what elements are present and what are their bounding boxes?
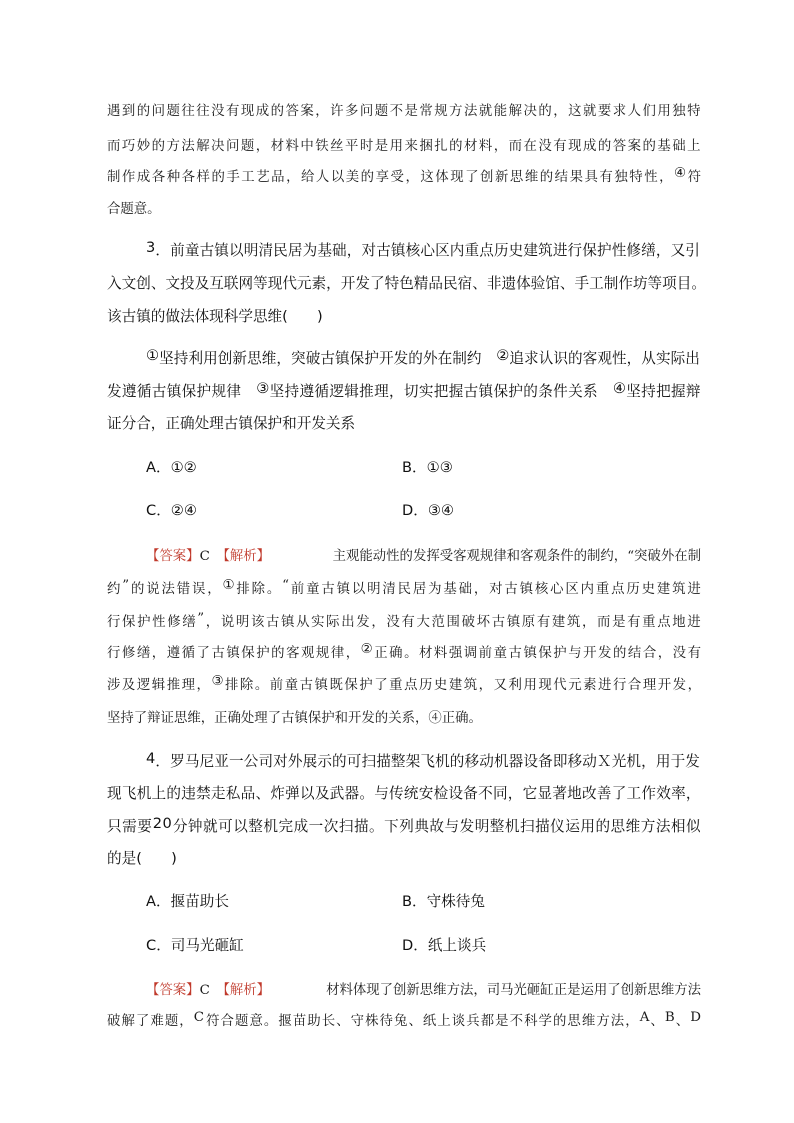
analysis-text: 材料体现了创新思维方法，司马光砸缸正是运用了创新思维方法 [326,983,701,998]
option-b: B．①③ [402,459,453,476]
analysis-tag: 【解析】 [223,983,271,998]
question-stem-line: 该古镇的做法体现科学思维( ) [107,308,323,325]
answer-line [146,545,701,564]
analysis-line: 约 ” 的 说 法 错 误 ， ① 排 除 。 “ 前 童 古 镇 以 明 清 民 居 为 基 础 ， 对 古 镇 核 心 区 内 重 点 历 史 建 筑 进 [107,578,701,597]
statement-line: ① 坚 持 利 用 创 新 思 维 ， 突 破 古 镇 保 护 开 发 的 外 在 制 约 ② 追 求 认 识 的 客 观 性 ， 从 实 际 出 [146,347,700,367]
option-c: C．②④ [146,502,197,519]
analysis-line: 坚持了辩证思维，正确处理了古镇保护和开发的关系，④正确。 [107,711,482,726]
analysis-line: 行 保 护 性 修 缮 ” ， 说 明 该 古 镇 从 实 际 出 发 ， 没 有 大 范 围 破 坏 古 镇 原 有 建 筑 ， 而 是 有 重 点 地 进 [107,611,701,630]
analysis-line: 而 巧 妙 的 方 法 解 决 问 题 ， 材 料 中 铁 丝 平 时 是 用 来 捆 扎 的 材 料 ， 而 在 没 有 现 成 的 答 案 的 基 础 上 [107,139,701,154]
analysis-line: 涉 及 逻 辑 推 理 ， ③ 排 除 。 前 童 古 镇 既 保 护 了 重 点 历 史 建 筑 ， 又 利 用 现 代 元 素 进 行 合 理 开 发 ， [107,674,701,693]
question-stem-line: 4 ． 罗 马 尼 亚 一 公 司 对 外 展 示 的 可 扫 描 整 架 飞 机 的 移 动 机 器 设 备 即 移 动 Ｘ 光 机 ， 用 于 发 [146,750,700,770]
question-stem-line: 3 ． 前 童 古 镇 以 明 清 民 居 为 基 础 ， 对 古 镇 核 心 区 内 重 点 历 史 建 筑 进 行 保 护 性 修 缮 ， 又 引 [146,239,700,259]
option-d: D．③④ [402,502,454,519]
answer-value: C [199,983,210,998]
option-a: A．①② [146,459,197,476]
question-stem-line: 只 需 要 2 0 分 钟 就 可 以 整 机 完 成 一 次 扫 描 。 下 列 典 故 与 发 明 整 机 扫 描 仪 运 用 的 思 维 方 法 相 似 [107,815,701,835]
answer-line [146,979,701,998]
option-b: B．守株待兔 [402,893,485,910]
analysis-text: 主观能动性的发挥受客观规律和客观条件的制约，“突破外在制 [332,549,701,564]
answer-tag: 【答案】 [146,549,200,564]
option-d: D．纸上谈兵 [402,937,487,954]
answer-value: C [199,549,210,564]
answer-tag: 【答案】 [146,983,200,998]
analysis-line: 合题意。 [107,202,161,217]
analysis-line: 遇 到 的 问 题 往 往 没 有 现 成 的 答 案 ， 许 多 问 题 不 是 常 规 方 法 就 能 解 决 的 ， 这 就 要 求 人 们 用 独 特 [107,104,701,119]
analysis-line: 行 修 缮 ， 遵 循 了 古 镇 保 护 的 客 观 规 律 ， ② 正 确 。 材 料 强 调 前 童 古 镇 保 护 与 开 发 的 结 合 ， 没 有 [107,642,701,661]
option-a: A．揠苗助长 [146,893,229,910]
analysis-line: 制 作 成 各 种 各 样 的 手 工 艺 品 ， 给 人 以 美 的 享 受 ， 这 体 现 了 创 新 思 维 的 结 果 具 有 独 特 性 ， ④ 符 [107,166,701,185]
analysis-line: 破 解 了 难 题 ， C 符 合 题 意 。 揠 苗 助 长 、 守 株 待 兔 、 纸 上 谈 兵 都 是 不 科 学 的 思 维 方 法 ， A 、 B 、 D [107,1010,701,1029]
question-stem-line: 入 文 创 、 文 投 及 互 联 网 等 现 代 元 素 ， 开 发 了 特 色 精 品 民 宿 、 非 遗 体 验 馆 、 手 工 制 作 坊 等 项 目 。 [107,275,706,292]
statement-line: 发 遵 循 古 镇 保 护 规 律 ③ 坚 持 遵 循 逻 辑 推 理 ， 切 实 把 握 古 镇 保 护 的 条 件 关 系 ④ 坚 持 把 握 辩 [107,380,701,400]
statement-line: 证分合，正确处理古镇保护和开发关系 [107,415,356,432]
option-c: C．司马光砸缸 [146,937,244,954]
question-stem-line: 的是( ) [107,850,177,867]
question-stem-line: 现 飞 机 上 的 违 禁 走 私 品 、 炸 弹 以 及 武 器 。 与 传 统 安 检 设 备 不 同 ， 它 显 著 地 改 善 了 工 作 效 率 ， [107,785,701,802]
analysis-tag: 【解析】 [223,549,271,564]
